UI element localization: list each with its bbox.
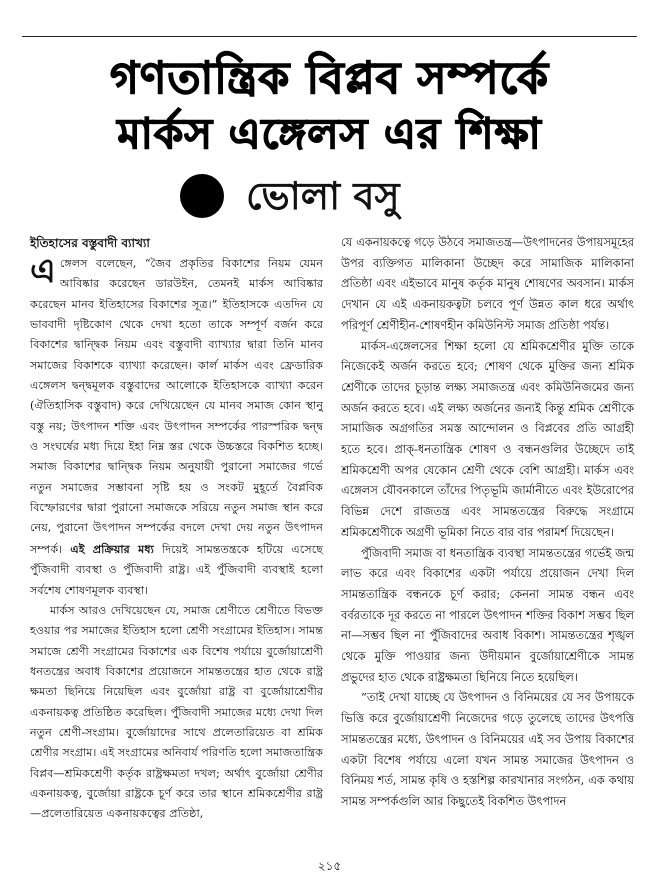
section-subheading: ইতিহাসের বস্তুবাদী ব্যাখ্যা xyxy=(30,236,150,250)
paragraph-text: দিয়েই সামন্ততন্ত্রকে হটিয়ে এসেছে পুঁজিবাদী ব্যবস্থা ও পুঁজিবাদী রাষ্ট্র। এই পুঁজিবাদী ব্যবস্থাই হলো সর্বশেষ শোষণমূলক ব্যবস্থা। xyxy=(30,542,323,597)
paragraph-text: ঙ্গেলস বলেছেন, “জৈব প্রকৃতির বিকাশের নিয়ম যেমন আবিষ্কার করেছেন ডারউইন, তেমনই মার্কস আবিষ্কার করেছেন মানব ইতিহাসের বিকাশের সূত্র।” ইতিহাসকে এতদিন যে ভাববাদী দৃষ্টিকোণ থেকে দেখা হতো তাকে সম্পূর্ণ বর্জন করে বিকাশের দ্বান্দ্বিক নিয়ম এবং বস্তুবাদী ব্যাখ্যার দ্বারা তিনি মানব সমাজের বিকাশকে ব্যাখ্যা করেছেন। কার্ল মার্কস এবং ফ্রেডারিক এঙ্গেলস দ্বন্দ্বমূলক বস্তুবাদের আলোকে ইতিহাসকে ব্যাখ্যা করেন (ঐতিহাসিক বস্তুবাদ) করে দেখিয়েছেন যে মানব সমাজ কোন স্থানু বস্তু নয়; উৎপাদন শক্তি এবং উৎপাদন সম্পর্কের পারস্পরিক দ্বন্দ্ব ও সংঘর্ষের মধ্য দিয়ে ইহা নিম্ন স্তর থেকে উচ্চস্তরে বিকশিত হচ্ছে। সমাজ বিকাশের দ্বান্দ্বিক নিয়ম অনুযায়ী পুরানো সমাজের গর্ভে নতুন সমাজের সম্ভাবনা সৃষ্টি হয় ও সংকট মুহূর্তে বৈপ্লবিক বিস্ফোরণের দ্বারা পুরানো সমাজকে সরিয়ে নতুন সমাজ স্থান করে নেয়, পুরানো উৎপাদন সম্পর্কের বদলে দেখা দেয় নতুন উৎপাদন সম্পর্ক। xyxy=(30,257,323,556)
author-name: ভোলা বসু xyxy=(246,174,400,218)
paragraph: “তাই দেখা যাচ্ছে যে উৎপাদন ও বিনিময়ের যে সব উপায়কে ভিত্তি করে বুর্জোয়াশ্রেণী নিজেদের গড়ে তুলেছে তাদের উৎপত্তি সামন্ততন্ত্রের মধ্যে, উৎপাদন ও বিনিময়ের এই সব উপায় বিকাশের একটা বিশেষ পর্যায়ে এলো যখন সামন্ত সমাজের উৎপাদন ও বিনিময় শর্ত, সামন্ত কৃষি ও হস্তশিল্প কারখানার সংগঠন, এক কথায় সামন্ত সম্পর্কগুলি আর কিছুতেই বিকশিত উৎপাদন xyxy=(341,690,634,808)
drop-cap: এ xyxy=(30,251,56,291)
right-column xyxy=(341,232,634,812)
bullet-dot-icon xyxy=(180,174,224,218)
article-title-line-1: গণতান্ত্রিক বিপ্লব সম্পর্কে xyxy=(110,53,549,104)
paragraph xyxy=(30,251,323,601)
paragraph: মার্কস আরও দেখিয়েছেন যে, সমাজ শ্রেণীতে শ্রেণীতে বিভক্ত হওয়ার পর সমাজের ইতিহাস হলো শ্রেণী সংগ্রামের ইতিহাস। সামন্ত সমাজে শ্রেণী সংগ্রামের বিকাশের এক বিশেষ পর্যায়ে বুর্জোয়াশ্রেণী ধনতন্ত্রের অবাধ বিকাশের প্রয়োজনে সামন্ততন্ত্রের হাত থেকে রাষ্ট্র ক্ষমতা ছিনিয়ে নিয়েছিল এবং বুর্জোয়া রাষ্ট্র বা বুর্জোয়াশ্রেণীর একনায়কত্ব প্রতিষ্ঠিত করেছিল। পুঁজিবাদী সমাজের মধ্যে দেখা দিল নতুন শ্রেণী-সংগ্রাম। বুর্জোয়াদের সাথে প্রলেতারিয়েত বা শ্রমিক শ্রেণীর সংগ্রাম। এই সংগ্রামের অনিবার্য পরিণতি হলো সমাজতান্ত্রিক বিপ্লব—শ্রমিকশ্রেণী কর্তৃক রাষ্ট্রক্ষমতা দখল; অর্থাৎ বুর্জোয়া শ্রেণীর একনায়কত্ব, বুর্জোয়া রাষ্ট্রকে চূর্ণ করে তার স্থানে শ্রমিকশ্রেণীর রাষ্ট্র—প্রলেতারিয়েত একনায়কত্বের প্রতিষ্ঠা, xyxy=(30,603,323,821)
paragraph-emphasis: এই প্রক্রিয়ার মধ্য xyxy=(70,541,154,556)
top-rule xyxy=(22,36,637,37)
paragraph: পুঁজিবাদী সমাজ বা ধনতান্ত্রিক ব্যবস্থা সামন্ততন্ত্রের গর্ভেই জন্ম লাভ করে এবং বিকাশের একটা পর্যায়ে প্রয়োজন দেখা দিল সামন্ততান্ত্রিক বন্ধনকে চূর্ণ করার; কেননা সামন্ত বন্ধন এবং বর্বরতাকে দূর করতে না পারলে উৎপাদন শক্তির বিকাশ সম্ভব ছিল না—সম্ভব ছিল না পুঁজিবাদের অবাধ বিকাশ। সামন্ততন্ত্রের শৃঙ্খল থেকে মুক্তি পাওয়ার জন্য উদীয়মান বুর্জোয়াশ্রেণীকে সামন্ত প্রভুদের হাত থেকে রাষ্ট্রক্ষমতা ছিনিয়ে নিতে হয়েছিল। xyxy=(341,545,634,684)
paragraph: মার্কস-এঙ্গেলসের শিক্ষা হলো যে শ্রমিকশ্রেণীর মুক্তি তাকে নিজেকেই অর্জন করতে হবে; শোষণ থেকে মুক্তির জন্য শ্রমিক শ্রেণীকে তাদের চূড়ান্ত লক্ষ্য সমাজতন্ত্র এবং কমিউনিজমের জন্য অর্জন করতে হবে। এই লক্ষ্য অর্জনের জন্যই কিন্তু শ্রমিক শ্রেণীকে সামাজিক অগ্রগতির সমস্ত আন্দোলন ও বিপ্লবের প্রতি আগ্রহী হতে হবে। প্রাক্-ধনতান্ত্রিক শোষণ ও বন্ধনগুলির উচ্ছেদে তাই শ্রমিকশ্রেণী অপর যেকোন শ্রেণী থেকে বেশি আগ্রহী। মার্কস এবং এঙ্গেলস যৌবনকালে তাঁদের পিতৃভূমি জার্মানীতে এবং ইউরোপের বিভিন্ন দেশে রাজতন্ত্র এবং সামন্ততন্ত্রের বিরুদ্ধে সংগ্রামে শ্রমিকশ্রেণীকে অগ্রণী ভূমিকা নিতে বার বার পরামর্শ দিয়েছেন। xyxy=(341,338,634,539)
page-number: ২১৫ xyxy=(317,859,342,873)
article-title-line-2: মার্কস এঙ্গেলস এর শিক্ষা xyxy=(117,109,542,158)
paragraph: যে একনায়কত্বে গড়ে উঠবে সমাজতন্ত্র—উৎপাদনের উপায়সমূহের উপর ব্যক্তিগত মালিকানা উচ্ছেদ করে সামাজিক মালিকানা প্রতিষ্ঠা এবং এইভাবে মানুষ কর্তৃক মানুষ শোষণের অবসান। মার্কস দেখান যে এই একনায়কত্বটা চলবে পূর্ণ উন্নত কাল ধরে অর্থাৎ পরিপূর্ণ শ্রেণীহীন-শোষণহীন কমিউনিস্ট সমাজ প্রতিষ্ঠা পর্যন্ত। xyxy=(341,235,634,332)
left-column xyxy=(30,232,323,825)
author-byline xyxy=(180,170,520,224)
